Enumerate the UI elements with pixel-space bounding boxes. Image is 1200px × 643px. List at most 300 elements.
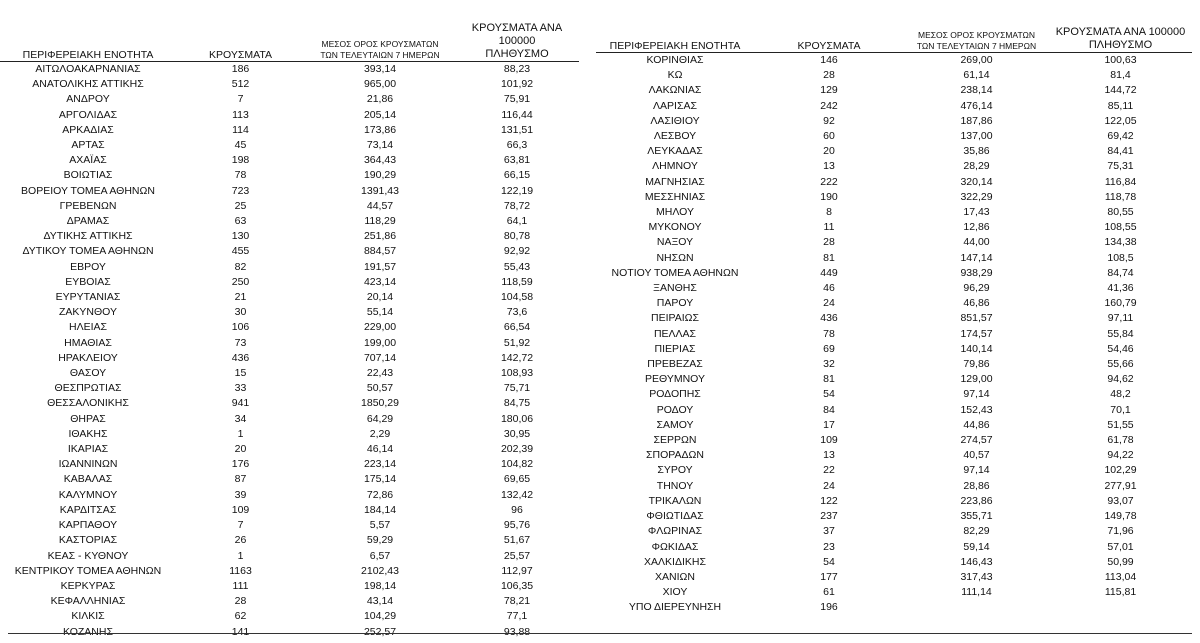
area-cell: ΑΝΑΤΟΛΙΚΗΣ ΑΤΤΙΚΗΣ xyxy=(32,78,144,91)
avg7-cell: 322,29 xyxy=(960,190,993,203)
per100k-cell: 75,71 xyxy=(503,382,531,395)
per100k-cell: 100,63 xyxy=(1104,54,1137,66)
area-cell: ΗΛΕΙΑΣ xyxy=(68,321,107,334)
table-row xyxy=(596,281,1192,296)
per100k-cell: 118,78 xyxy=(1104,190,1137,203)
per100k-cell: 118,59 xyxy=(501,275,533,288)
cases-cell: 78 xyxy=(823,327,835,340)
bottom-divider xyxy=(8,633,1192,634)
cases-table-left xyxy=(0,22,579,640)
cases-cell: 81 xyxy=(823,373,835,386)
area-cell: ΚΩ xyxy=(667,69,683,82)
avg7-cell: 22,43 xyxy=(366,367,394,380)
cases-cell: 32 xyxy=(823,358,835,371)
avg7-cell: 223,86 xyxy=(960,494,993,507)
area-cell: ΦΛΩΡΙΝΑΣ xyxy=(647,525,703,538)
cases-cell: 141 xyxy=(231,625,250,638)
avg7-cell: 96,29 xyxy=(963,282,990,295)
area-cell: ΕΥΒΟΙΑΣ xyxy=(65,275,111,288)
avg7-cell: 50,57 xyxy=(366,382,394,395)
avg7-cell: 28,86 xyxy=(963,479,990,492)
per100k-cell: 108,5 xyxy=(1107,251,1134,264)
area-cell: ΘΕΣΣΑΛΟΝΙΚΗΣ xyxy=(47,397,129,410)
table-row xyxy=(596,251,1192,266)
area-cell: ΚΙΛΚΙΣ xyxy=(71,610,105,623)
table-row xyxy=(596,540,1192,555)
per100k-cell: 85,11 xyxy=(1107,99,1134,112)
cases-cell: 1 xyxy=(237,549,244,562)
area-cell: ΝΗΣΩΝ xyxy=(656,251,694,264)
avg7-cell: 355,71 xyxy=(960,510,993,523)
per100k-cell: 77,1 xyxy=(506,610,528,623)
cases-cell: 24 xyxy=(823,297,835,310)
table-row xyxy=(596,433,1192,448)
avg7-cell: 72,86 xyxy=(366,488,394,501)
area-cell: ΥΠΟ ΔΙΕΡΕΥΝΗΣΗ xyxy=(628,601,722,614)
per100k-cell: 92,92 xyxy=(503,245,531,258)
per100k-cell xyxy=(1049,600,1192,615)
table-header-row xyxy=(596,22,1192,53)
cases-cell: 222 xyxy=(820,175,838,188)
table-row xyxy=(0,229,579,244)
table-row xyxy=(596,479,1192,494)
per100k-cell: 61,78 xyxy=(1107,434,1134,447)
cases-cell: 130 xyxy=(231,230,250,243)
cases-cell: 78 xyxy=(234,169,247,182)
area-cell: ΠΙΕΡΙΑΣ xyxy=(654,342,696,355)
avg7-cell: 43,14 xyxy=(366,595,394,608)
cases-cell: 190 xyxy=(820,190,838,203)
avg7-cell: 965,00 xyxy=(363,78,397,91)
area-cell: ΑΡΤΑΣ xyxy=(71,139,105,152)
cases-cell: 87 xyxy=(234,473,247,486)
cases-cell: 39 xyxy=(234,488,247,501)
avg7-cell: 147,14 xyxy=(960,251,993,264)
area-cell: ΘΑΣΟΥ xyxy=(69,367,107,380)
per100k-cell: 84,74 xyxy=(1107,266,1134,279)
avg7-cell: 40,57 xyxy=(963,449,990,462)
per100k-cell: 108,55 xyxy=(1104,221,1137,234)
cases-cell: 250 xyxy=(231,275,250,288)
table-row xyxy=(596,387,1192,402)
cases-cell: 177 xyxy=(820,570,838,583)
avg7-cell: 393,14 xyxy=(363,63,397,75)
table-row xyxy=(0,123,579,138)
table-row xyxy=(0,609,579,624)
cases-cell: 28 xyxy=(234,595,247,608)
per100k-cell: 78,21 xyxy=(503,595,531,608)
cases-cell: 46 xyxy=(823,282,835,295)
table-row xyxy=(0,564,579,579)
avg7-cell: 2102,43 xyxy=(361,564,399,577)
cases-cell: 26 xyxy=(234,534,247,547)
table-row xyxy=(0,549,579,564)
cases-cell: 129 xyxy=(820,84,838,97)
avg7-cell: 884,57 xyxy=(363,245,397,258)
table-row xyxy=(0,594,579,609)
per100k-cell: 96 xyxy=(511,503,523,516)
avg7-cell: 44,00 xyxy=(963,236,990,249)
avg7-cell: 476,14 xyxy=(960,99,993,112)
per100k-cell: 80,55 xyxy=(1107,206,1134,219)
table-row xyxy=(0,153,579,168)
per100k-cell: 134,38 xyxy=(1104,236,1137,249)
table-row xyxy=(596,296,1192,311)
cases-cell: 7 xyxy=(237,93,244,106)
per100k-cell: 115,81 xyxy=(1104,586,1137,599)
table-row xyxy=(596,159,1192,174)
avg7-cell: 198,14 xyxy=(363,579,397,592)
cases-cell: 455 xyxy=(231,245,250,258)
table-row xyxy=(596,357,1192,372)
cases-cell: 81 xyxy=(823,251,835,264)
area-cell: ΣΥΡΟΥ xyxy=(657,464,693,477)
per100k-cell: 93,07 xyxy=(1107,494,1134,507)
cases-cell: 723 xyxy=(231,184,250,197)
area-cell: ΛΑΚΩΝΙΑΣ xyxy=(648,84,702,97)
area-cell: ΙΘΑΚΗΣ xyxy=(68,427,108,440)
table-body-left xyxy=(0,62,579,640)
area-cell: ΛΑΡΙΣΑΣ xyxy=(653,99,697,112)
header-per-line2: ΠΛΗΘΥΣΜΟ xyxy=(485,48,549,60)
per100k-cell: 116,84 xyxy=(1104,175,1137,188)
area-cell: ΚΑΣΤΟΡΙΑΣ xyxy=(58,534,118,547)
avg7-cell: 205,14 xyxy=(363,108,397,121)
avg7-cell: 55,14 xyxy=(366,306,394,319)
per100k-cell: 51,92 xyxy=(503,336,531,349)
area-cell: ΝΟΤΙΟΥ ΤΟΜΕΑ ΑΘΗΝΩΝ xyxy=(611,266,739,279)
table-body-right xyxy=(596,53,1192,616)
table-row xyxy=(596,327,1192,342)
cases-cell: 8 xyxy=(826,206,832,219)
avg7-cell: 46,14 xyxy=(366,443,394,456)
area-cell: ΚΟΖΑΝΗΣ xyxy=(63,625,113,638)
cases-cell: 1163 xyxy=(229,564,252,577)
per100k-cell: 66,54 xyxy=(503,321,531,334)
cases-cell: 54 xyxy=(823,555,835,568)
table-row xyxy=(0,412,579,427)
avg7-cell: 2,29 xyxy=(369,427,391,440)
area-cell: ΡΟΔΟΥ xyxy=(656,403,694,416)
table-row xyxy=(0,184,579,199)
per100k-cell: 73,6 xyxy=(506,306,528,319)
area-cell: ΛΕΣΒΟΥ xyxy=(653,130,697,143)
header-area: ΠΕΡΙΦΕΡΕΙΑΚΗ ΕΝΟΤΗΤΑ xyxy=(596,22,754,53)
area-cell: ΒΟΡΕΙΟΥ ΤΟΜΕΑ ΑΘΗΝΩΝ xyxy=(21,184,155,197)
area-cell: ΔΥΤΙΚΟΥ ΤΟΜΕΑ ΑΘΗΝΩΝ xyxy=(22,245,154,258)
cases-cell: 436 xyxy=(820,312,838,325)
cases-cell: 15 xyxy=(234,367,247,380)
per100k-cell: 75,91 xyxy=(503,93,531,106)
cases-cell: 13 xyxy=(823,160,835,173)
area-cell: ΧΑΛΚΙΔΙΚΗΣ xyxy=(644,555,706,568)
avg7-cell: 46,86 xyxy=(963,297,990,310)
header-7day-average xyxy=(305,22,455,62)
cases-cell: 84 xyxy=(823,403,835,416)
table-row xyxy=(596,83,1192,98)
cases-cell: 62 xyxy=(234,610,247,623)
table-row xyxy=(0,320,579,335)
table-row xyxy=(0,533,579,548)
area-cell: ΜΥΚΟΝΟΥ xyxy=(648,221,702,234)
cases-cell: 7 xyxy=(237,519,244,532)
table-row xyxy=(0,199,579,214)
cases-cell: 17 xyxy=(823,418,835,431)
cases-cell: 106 xyxy=(231,321,250,334)
area-cell: ΛΑΣΙΘΙΟΥ xyxy=(650,114,700,127)
cases-cell: 109 xyxy=(820,434,838,447)
area-cell: ΑΧΑΪΑΣ xyxy=(69,154,107,167)
table-row xyxy=(0,503,579,518)
avg7-cell: 851,57 xyxy=(960,312,993,325)
area-cell: ΚΕΝΤΡΙΚΟΥ ΤΟΜΕΑ ΑΘΗΝΩΝ xyxy=(14,564,162,577)
avg7-cell: 274,57 xyxy=(960,434,993,447)
per100k-cell: 88,23 xyxy=(503,63,531,75)
cases-cell: 113 xyxy=(232,108,249,121)
area-cell: ΚΑΡΔΙΤΣΑΣ xyxy=(59,503,117,516)
table-row xyxy=(0,305,579,320)
area-cell: ΘΕΣΠΡΩΤΙΑΣ xyxy=(54,382,122,395)
cases-cell: 186 xyxy=(231,63,250,75)
area-cell: ΝΑΞΟΥ xyxy=(656,236,694,249)
avg7-cell: 251,86 xyxy=(363,230,397,243)
area-cell: ΗΜΑΘΙΑΣ xyxy=(64,336,112,349)
area-cell: ΚΕΑΣ - ΚΥΘΝΟΥ xyxy=(47,549,129,562)
avg7-cell: 364,43 xyxy=(363,154,397,167)
cases-cell: 198 xyxy=(231,154,250,167)
avg7-cell: 175,14 xyxy=(363,473,397,486)
table-row xyxy=(596,190,1192,205)
cases-cell: 24 xyxy=(823,479,835,492)
cases-cell: 60 xyxy=(823,130,835,143)
per100k-cell: 66,15 xyxy=(503,169,531,182)
area-cell: ΑΝΔΡΟΥ xyxy=(66,93,110,106)
per100k-cell: 71,96 xyxy=(1107,525,1134,538)
per100k-cell: 104,82 xyxy=(500,458,534,471)
table-row xyxy=(596,144,1192,159)
header-per-line2: ΠΛΗΘΥΣΜΟ xyxy=(1088,39,1153,51)
cases-cell: 13 xyxy=(823,449,835,462)
per100k-cell: 104,58 xyxy=(500,291,534,304)
cases-cell: 33 xyxy=(234,382,247,395)
area-cell: ΔΥΤΙΚΗΣ ΑΤΤΙΚΗΣ xyxy=(43,230,133,243)
table-row xyxy=(596,372,1192,387)
header-avg-line2: ΤΩΝ ΤΕΛΕΥΤΑΙΩΝ 7 ΗΜΕΡΩΝ xyxy=(916,41,1037,51)
area-cell: ΤΗΝΟΥ xyxy=(656,479,694,492)
avg7-cell: 223,14 xyxy=(363,458,397,471)
table-row xyxy=(596,205,1192,220)
per100k-cell: 149,78 xyxy=(1104,510,1137,523)
cases-cell: 11 xyxy=(823,221,835,234)
avg7-cell: 129,00 xyxy=(960,373,993,386)
per100k-cell: 142,72 xyxy=(500,351,534,364)
area-cell: ΑΡΚΑΔΙΑΣ xyxy=(62,123,114,136)
area-cell: ΣΑΜΟΥ xyxy=(656,418,694,431)
cases-table-right xyxy=(596,22,1192,616)
avg7-cell: 1391,43 xyxy=(361,184,399,197)
avg7-cell: 28,29 xyxy=(963,160,990,173)
cases-cell: 196 xyxy=(820,601,838,614)
area-cell: ΒΟΙΩΤΙΑΣ xyxy=(63,169,113,182)
table-row xyxy=(0,457,579,472)
area-cell: ΓΡΕΒΕΝΩΝ xyxy=(59,199,117,212)
area-cell: ΧΑΝΙΩΝ xyxy=(655,570,695,583)
per100k-cell: 51,55 xyxy=(1107,418,1134,431)
per100k-cell: 69,65 xyxy=(503,473,531,486)
table-row xyxy=(596,235,1192,250)
header-avg-line2: ΤΩΝ ΤΕΛΕΥΤΑΙΩΝ 7 ΗΜΕΡΩΝ xyxy=(320,50,440,60)
per100k-cell: 84,41 xyxy=(1107,145,1134,158)
avg7-cell: 191,57 xyxy=(363,260,397,273)
cases-cell: 242 xyxy=(820,99,838,112)
cases-cell: 28 xyxy=(823,69,835,82)
table-row xyxy=(0,366,579,381)
per100k-cell: 51,67 xyxy=(503,534,531,547)
per100k-cell: 131,51 xyxy=(500,123,534,136)
avg7-cell: 61,14 xyxy=(963,69,990,82)
avg7-cell: 64,29 xyxy=(366,412,394,425)
area-cell: ΘΗΡΑΣ xyxy=(70,412,106,425)
per100k-cell: 132,42 xyxy=(500,488,534,501)
avg7-cell: 146,43 xyxy=(960,555,993,568)
per100k-cell: 122,19 xyxy=(500,184,534,197)
area-cell: ΚΑΛΥΜΝΟΥ xyxy=(58,488,118,501)
avg7-cell: 707,14 xyxy=(363,351,397,364)
cases-cell: 22 xyxy=(823,464,835,477)
table-row xyxy=(0,290,579,305)
table-row xyxy=(0,244,579,259)
avg7-cell: 252,57 xyxy=(363,625,397,638)
per100k-cell: 57,01 xyxy=(1107,540,1134,553)
cases-cell: 176 xyxy=(231,458,250,471)
header-avg-line1: ΜΕΣΟΣ ΟΡΟΣ ΚΡΟΥΣΜΑΤΩΝ xyxy=(321,39,439,49)
per100k-cell: 102,29 xyxy=(1104,464,1137,477)
avg7-cell xyxy=(904,600,1049,615)
avg7-cell: 20,14 xyxy=(366,291,394,304)
per100k-cell: 180,06 xyxy=(500,412,534,425)
table-row xyxy=(596,114,1192,129)
per100k-cell: 122,05 xyxy=(1104,114,1137,127)
cases-cell: 122 xyxy=(820,494,838,507)
table-row xyxy=(596,266,1192,281)
cases-cell: 37 xyxy=(823,525,835,538)
table-row xyxy=(0,214,579,229)
avg7-cell: 44,57 xyxy=(366,199,394,212)
area-cell: ΕΒΡΟΥ xyxy=(70,260,106,273)
cases-cell: 30 xyxy=(234,306,247,319)
table-row xyxy=(596,448,1192,463)
area-cell: ΧΙΟΥ xyxy=(662,586,688,599)
avg7-cell: 199,00 xyxy=(363,336,397,349)
avg7-cell: 12,86 xyxy=(963,221,990,234)
table-row xyxy=(596,600,1192,615)
avg7-cell: 111,14 xyxy=(961,586,992,599)
avg7-cell: 1850,29 xyxy=(361,397,399,410)
avg7-cell: 59,29 xyxy=(366,534,394,547)
cases-cell: 54 xyxy=(823,388,835,401)
table-row xyxy=(596,418,1192,433)
area-cell: ΗΡΑΚΛΕΙΟΥ xyxy=(58,351,118,364)
avg7-cell: 173,86 xyxy=(363,123,397,136)
avg7-cell: 320,14 xyxy=(960,175,993,188)
area-cell: ΕΥΡΥΤΑΝΙΑΣ xyxy=(55,291,121,304)
per100k-cell: 30,95 xyxy=(503,427,531,440)
cases-cell: 1 xyxy=(237,427,244,440)
table-row xyxy=(596,175,1192,190)
cases-cell: 109 xyxy=(231,503,250,516)
per100k-cell: 108,93 xyxy=(500,367,534,380)
per100k-cell: 50,99 xyxy=(1107,555,1134,568)
area-cell: ΛΗΜΝΟΥ xyxy=(652,160,698,173)
cases-cell: 61 xyxy=(823,586,835,599)
table-row xyxy=(596,68,1192,83)
table-row xyxy=(0,138,579,153)
per100k-cell: 106,35 xyxy=(500,579,534,592)
per100k-cell: 94,62 xyxy=(1107,373,1134,386)
per100k-cell: 78,72 xyxy=(503,199,531,212)
per100k-cell: 93,88 xyxy=(503,625,531,638)
area-cell: ΦΩΚΙΔΑΣ xyxy=(651,540,699,553)
per100k-cell: 81,4 xyxy=(1110,69,1131,82)
area-cell: ΛΕΥΚΑΔΑΣ xyxy=(647,145,703,158)
cases-cell: 73 xyxy=(234,336,247,349)
per100k-cell: 55,66 xyxy=(1107,358,1134,371)
header-per-100000 xyxy=(455,22,579,62)
per100k-cell: 97,11 xyxy=(1107,312,1134,325)
avg7-cell: 82,29 xyxy=(963,525,990,538)
per100k-cell: 69,42 xyxy=(1107,130,1134,143)
avg7-cell: 269,00 xyxy=(960,54,993,66)
per100k-cell: 70,1 xyxy=(1110,403,1131,416)
per100k-cell: 66,3 xyxy=(506,139,528,152)
area-cell: ΦΘΙΩΤΙΔΑΣ xyxy=(646,510,704,523)
table-row xyxy=(596,342,1192,357)
cases-cell: 28 xyxy=(823,236,835,249)
table-row xyxy=(0,488,579,503)
per100k-cell: 277,91 xyxy=(1104,479,1137,492)
table-row xyxy=(596,99,1192,114)
table-row xyxy=(0,62,579,78)
per100k-cell: 202,39 xyxy=(500,443,534,456)
per100k-cell: 116,44 xyxy=(501,108,533,121)
avg7-cell: 97,14 xyxy=(963,388,990,401)
table-row xyxy=(596,463,1192,478)
avg7-cell: 73,14 xyxy=(366,139,394,152)
cases-cell: 45 xyxy=(234,139,247,152)
avg7-cell: 938,29 xyxy=(960,266,993,279)
avg7-cell: 184,14 xyxy=(363,503,397,516)
area-cell: ΞΑΝΘΗΣ xyxy=(653,282,697,295)
area-cell: ΡΟΔΟΠΗΣ xyxy=(649,388,701,401)
per100k-cell: 25,57 xyxy=(503,549,531,562)
per100k-cell: 48,2 xyxy=(1110,388,1131,401)
header-avg-line1: ΜΕΣΟΣ ΟΡΟΣ ΚΡΟΥΣΜΑΤΩΝ xyxy=(918,30,1035,40)
table-row xyxy=(0,275,579,290)
cases-cell: 146 xyxy=(820,54,838,66)
avg7-cell: 317,43 xyxy=(960,570,993,583)
cases-cell: 82 xyxy=(234,260,247,273)
table-row xyxy=(0,77,579,92)
table-row xyxy=(0,351,579,366)
per100k-cell: 84,75 xyxy=(503,397,531,410)
area-cell: ΔΡΑΜΑΣ xyxy=(66,215,110,228)
cases-cell: 237 xyxy=(820,510,838,523)
per100k-cell: 54,46 xyxy=(1107,342,1134,355)
cases-cell: 114 xyxy=(232,123,249,136)
header-7day-average xyxy=(904,22,1049,53)
cases-cell: 512 xyxy=(231,78,250,91)
header-cases: ΚΡΟΥΣΜΑΤΑ xyxy=(754,22,904,53)
